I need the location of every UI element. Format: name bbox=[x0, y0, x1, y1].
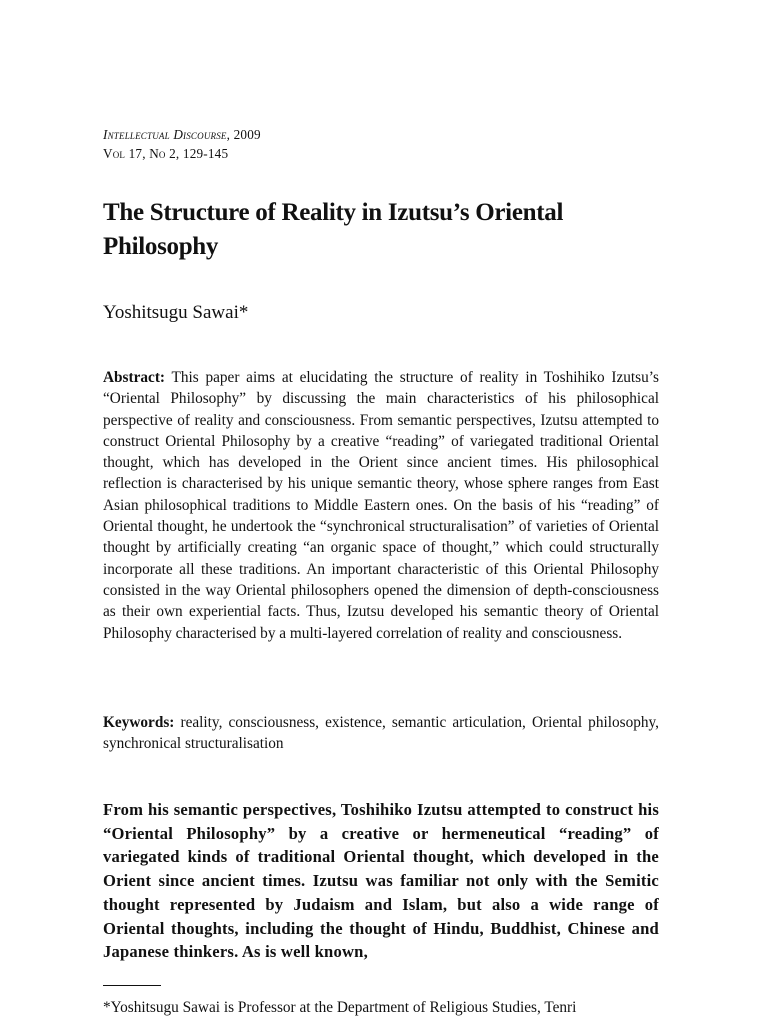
keywords-text: reality, consciousness, existence, semantic articulation, Oriental philosophy, synchronical structuralisation bbox=[103, 714, 660, 753]
body-paragraph: From his semantic perspectives, Toshihiko Izutsu attempted to construct his “Oriental Philosophy” by a creative or hermeneutical “reading” of variegated kinds of traditional Oriental thought, which developed in the Orient since ancient times. Izutsu was familiar not only with the Semitic thought represented by Judaism and Islam, but also a wide range of Oriental thoughts, including the thought of Hindu, Buddhist, Chinese and Japanese thinkers. As is well known, bbox=[103, 800, 659, 962]
journal-name: Intellectual Discourse bbox=[103, 127, 227, 142]
journal-year: , 2009 bbox=[226, 127, 261, 142]
abstract-label: Abstract: bbox=[103, 369, 166, 386]
abstract-paragraph bbox=[103, 367, 659, 644]
footnote-text: *Yoshitsugu Sawai is Professor at the Department of Religious Studies, Tenri bbox=[103, 999, 577, 1016]
article-title: The Structure of Reality in Izutsu’s Oriental Philosophy bbox=[103, 199, 564, 260]
article-author: Yoshitsugu Sawai* bbox=[103, 302, 249, 323]
volume-info: Vol 17, No 2, 129-145 bbox=[103, 146, 229, 161]
footnote-divider bbox=[103, 985, 161, 986]
journal-citation bbox=[103, 127, 261, 143]
keywords-paragraph bbox=[103, 712, 659, 755]
keywords-label: Keywords: bbox=[103, 714, 175, 731]
abstract-text: This paper aims at elucidating the structure of reality in Toshihiko Izutsu’s “Oriental Philosophy” by discussing the main characteristics of his philosophical perspective of reality and consciousness. From semantic perspectives, Izutsu attempted to construct Oriental Philosophy by a creative “reading” of variegated traditional Oriental thought, which has developed in the Orient since ancient times. His philosophical reflection is characterised by his unique semantic theory, whose sphere ranges from East Asian philosophical traditions to Middle Eastern ones. On the basis of his “reading” of Oriental thought, he undertook the “synchronical structuralisation” of varieties of Oriental thought by artificially creating “an organic space of thought,” which could structurally incorporate all these traditions. An important characteristic of this Oriental Philosophy consisted in the way Oriental philosophers opened the dimension of depth-consciousness as their own experiential facts. Thus, Izutsu developed his semantic theory of Oriental Philosophy characterised by a multi-layered correlation of reality and consciousness. bbox=[103, 369, 659, 642]
